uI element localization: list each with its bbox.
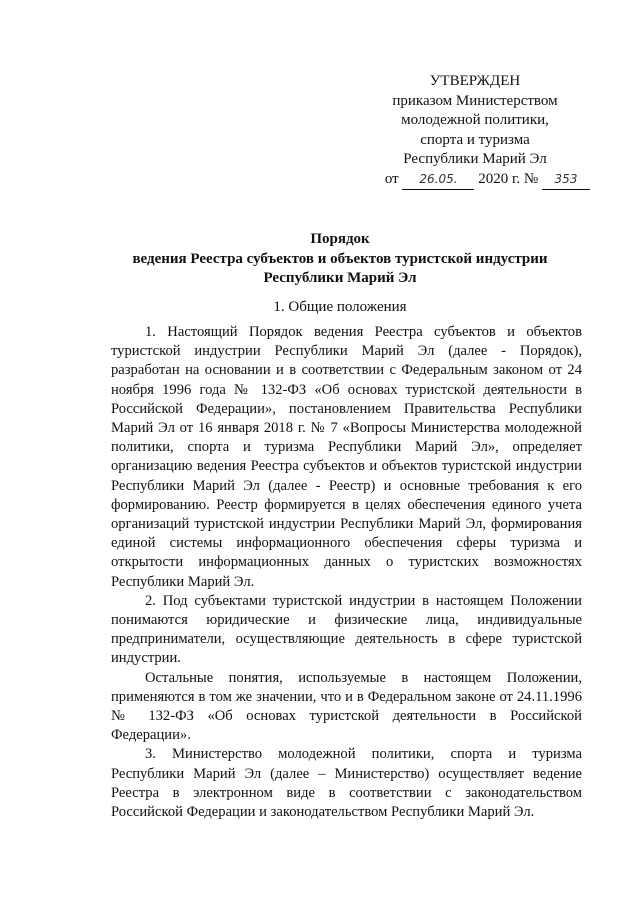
paragraph-4: 3. Министерство молодежной политики, спорта и туризма Республики Марий Эл (далее – Министерство) осуществляет ведение Реестра в электронном виде в соответствии с законодательством Российской Федерации и законодательством Республики Марий Эл. xyxy=(111,746,582,821)
date-prefix: от xyxy=(384,170,399,187)
approval-line-republic: Республики Марий Эл xyxy=(403,151,547,167)
date-suffix: 2020 г. № xyxy=(478,170,539,187)
approval-line-order: приказом Министерством xyxy=(392,92,558,109)
approval-line-sport: спорта и туризма xyxy=(420,131,530,148)
paragraph-1: 1. Настоящий Порядок ведения Реестра субъектов и объектов туристской индустрии Республики Марий Эл (далее - Порядок), разработан на основании и в соответствии с Федеральным законом от 24 ноября 1996 года № 132-ФЗ «Об основах туристской деятельности в Российской Федерации», постановлением Правительства Республики Марий Эл от 16 января 2018 г. № 7 «Вопросы Министерства молодежной политики, спорта и туризма Республики Марий Эл», определяет организацию ведения Реестра субъектов и объектов туристской индустрии Республики Марий Эл (далее - Реестр) и основные требования к его формированию. Реестр формируется в целях обеспечения единого учета организаций туристской индустрии Республики Марий Эл, формирования единой системы информационного обеспечения сферы туризма и открытости информационных данных о туристских возможностях Республики Марий Эл. xyxy=(111,324,582,590)
approval-stamp-block xyxy=(360,72,590,190)
paragraph-3: Остальные понятия, используемые в настоящем Положении, применяются в том же значении, что и в Федеральном законе от 24.11.1996 № 132-ФЗ «Об основах туристской деятельности в Российской Федерации». xyxy=(111,669,582,744)
title-line-1: Порядок xyxy=(310,231,370,247)
handwritten-date: 26.05. xyxy=(402,170,474,191)
title-line-3: Республики Марий Эл xyxy=(263,270,417,286)
document-body xyxy=(111,323,582,822)
paragraph-2: 2. Под субъектами туристской индустрии в настоящем Положении понимаются юридические и физические лица, индивидуальные предприниматели, осуществляющие деятельность в сфере туристской индустрии. xyxy=(111,592,582,667)
handwritten-order-number: 353 xyxy=(542,170,590,191)
approval-line-ministry: молодежной политики, xyxy=(401,112,549,128)
approval-date-line xyxy=(350,170,590,191)
section-heading: 1. Общие положения xyxy=(273,299,407,315)
approved-label: УТВЕРЖДЕН xyxy=(429,73,521,89)
title-line-2: ведения Реестра субъектов и объектов туристской индустрии xyxy=(132,250,548,267)
document-title xyxy=(80,230,600,289)
